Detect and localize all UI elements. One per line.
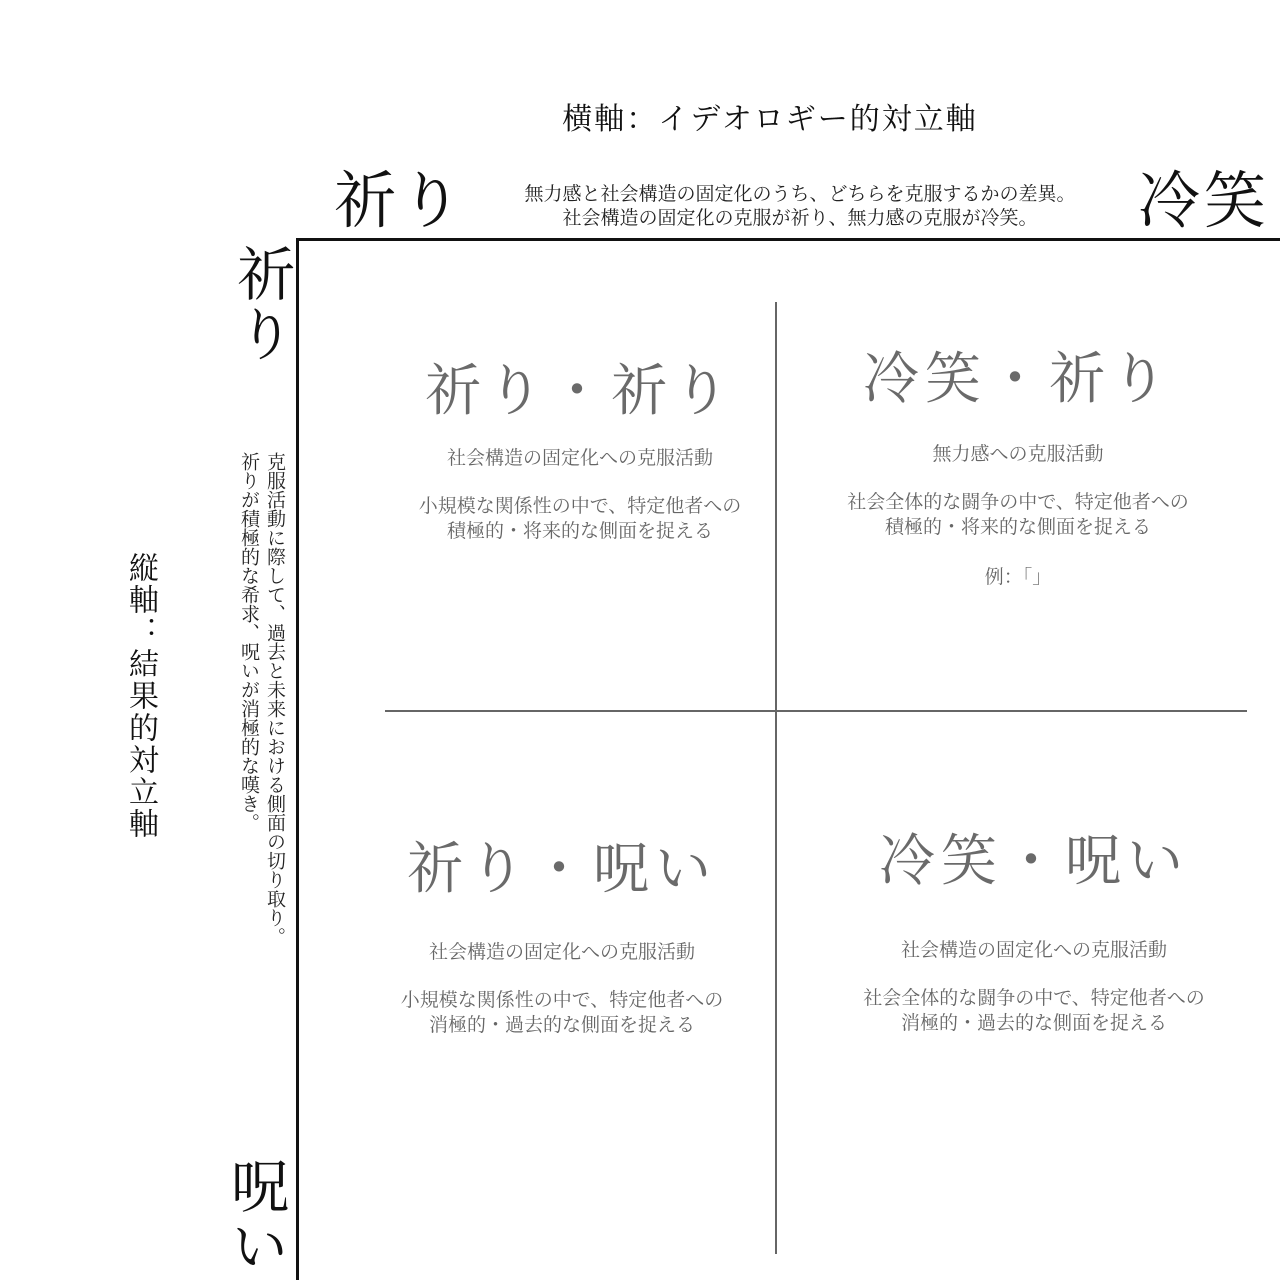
horizontal-axis-line: [297, 238, 1280, 241]
vertical-axis-description: [236, 452, 288, 1012]
vertical-axis-line: [296, 238, 299, 1280]
horizontal-axis-description-line: 無力感と社会構造の固定化のうち、どちらを克服するかの差異。: [524, 183, 1076, 205]
quadrant-example: 例：「」: [984, 566, 1052, 588]
quadrant-subtitle: 社会構造の固定化への克服活動: [900, 939, 1167, 961]
quadrant-subtitle: 社会構造の固定化への克服活動: [428, 941, 695, 963]
horizontal-axis-title: 横軸：イデオロギー的対立軸: [562, 102, 978, 137]
quadrant-title: 祈り・祈り: [425, 359, 735, 424]
quadrant-divider-horizontal: [385, 710, 1247, 712]
quadrant-description-line: 社会全体的な闘争の中で、特定他者への: [847, 491, 1189, 513]
quadrant-description-line: 社会全体的な闘争の中で、特定他者への: [863, 987, 1205, 1009]
quadrant-top-left: [380, 359, 780, 544]
quadrant-title: 祈り・呪い: [407, 837, 717, 902]
quadrant-bottom-right: [834, 829, 1234, 1036]
horizontal-axis-right-label: 冷笑: [1138, 164, 1271, 237]
quadrant-title: 冷笑・祈り: [863, 347, 1173, 412]
quadrant-subtitle: 社会構造の固定化への克服活動: [446, 447, 713, 469]
quadrant-description-line: 消極的・過去的な側面を捉える: [428, 1014, 695, 1036]
horizontal-axis-left-label: 祈り: [334, 164, 467, 237]
horizontal-axis-description-line: 社会構造の固定化の克服が祈り、無力感の克服が冷笑。: [562, 207, 1038, 229]
vertical-axis-title: 縦軸：結果的対立軸: [123, 552, 158, 840]
quadrant-description-line: 積極的・将来的な側面を捉える: [884, 516, 1151, 538]
vertical-axis-bottom-label: 呪い: [221, 1156, 289, 1276]
quadrant-description-line: 消極的・過去的な側面を捉える: [900, 1012, 1167, 1034]
quadrant-bottom-left: [362, 837, 762, 1038]
horizontal-axis-description: [470, 182, 1130, 230]
quadrant-description-line: 積極的・将来的な側面を捉える: [446, 520, 713, 542]
vertical-axis-description-line: 克服活動に際して、過去と未来における側面の切り取り。: [264, 452, 286, 946]
quadrant-subtitle: 無力感への克服活動: [932, 443, 1104, 465]
vertical-axis-top-label: 祈り: [227, 244, 295, 364]
quadrant-title: 冷笑・呪い: [879, 829, 1189, 894]
quadrant-top-right: [818, 347, 1218, 589]
vertical-axis-description-line: 祈りが積極的な希求、呪いが消極的な嘆き。: [238, 452, 260, 832]
quadrant-description-line: 小規模な関係性の中で、特定他者への: [418, 495, 742, 517]
quadrant-description-line: 小規模な関係性の中で、特定他者への: [400, 989, 724, 1011]
